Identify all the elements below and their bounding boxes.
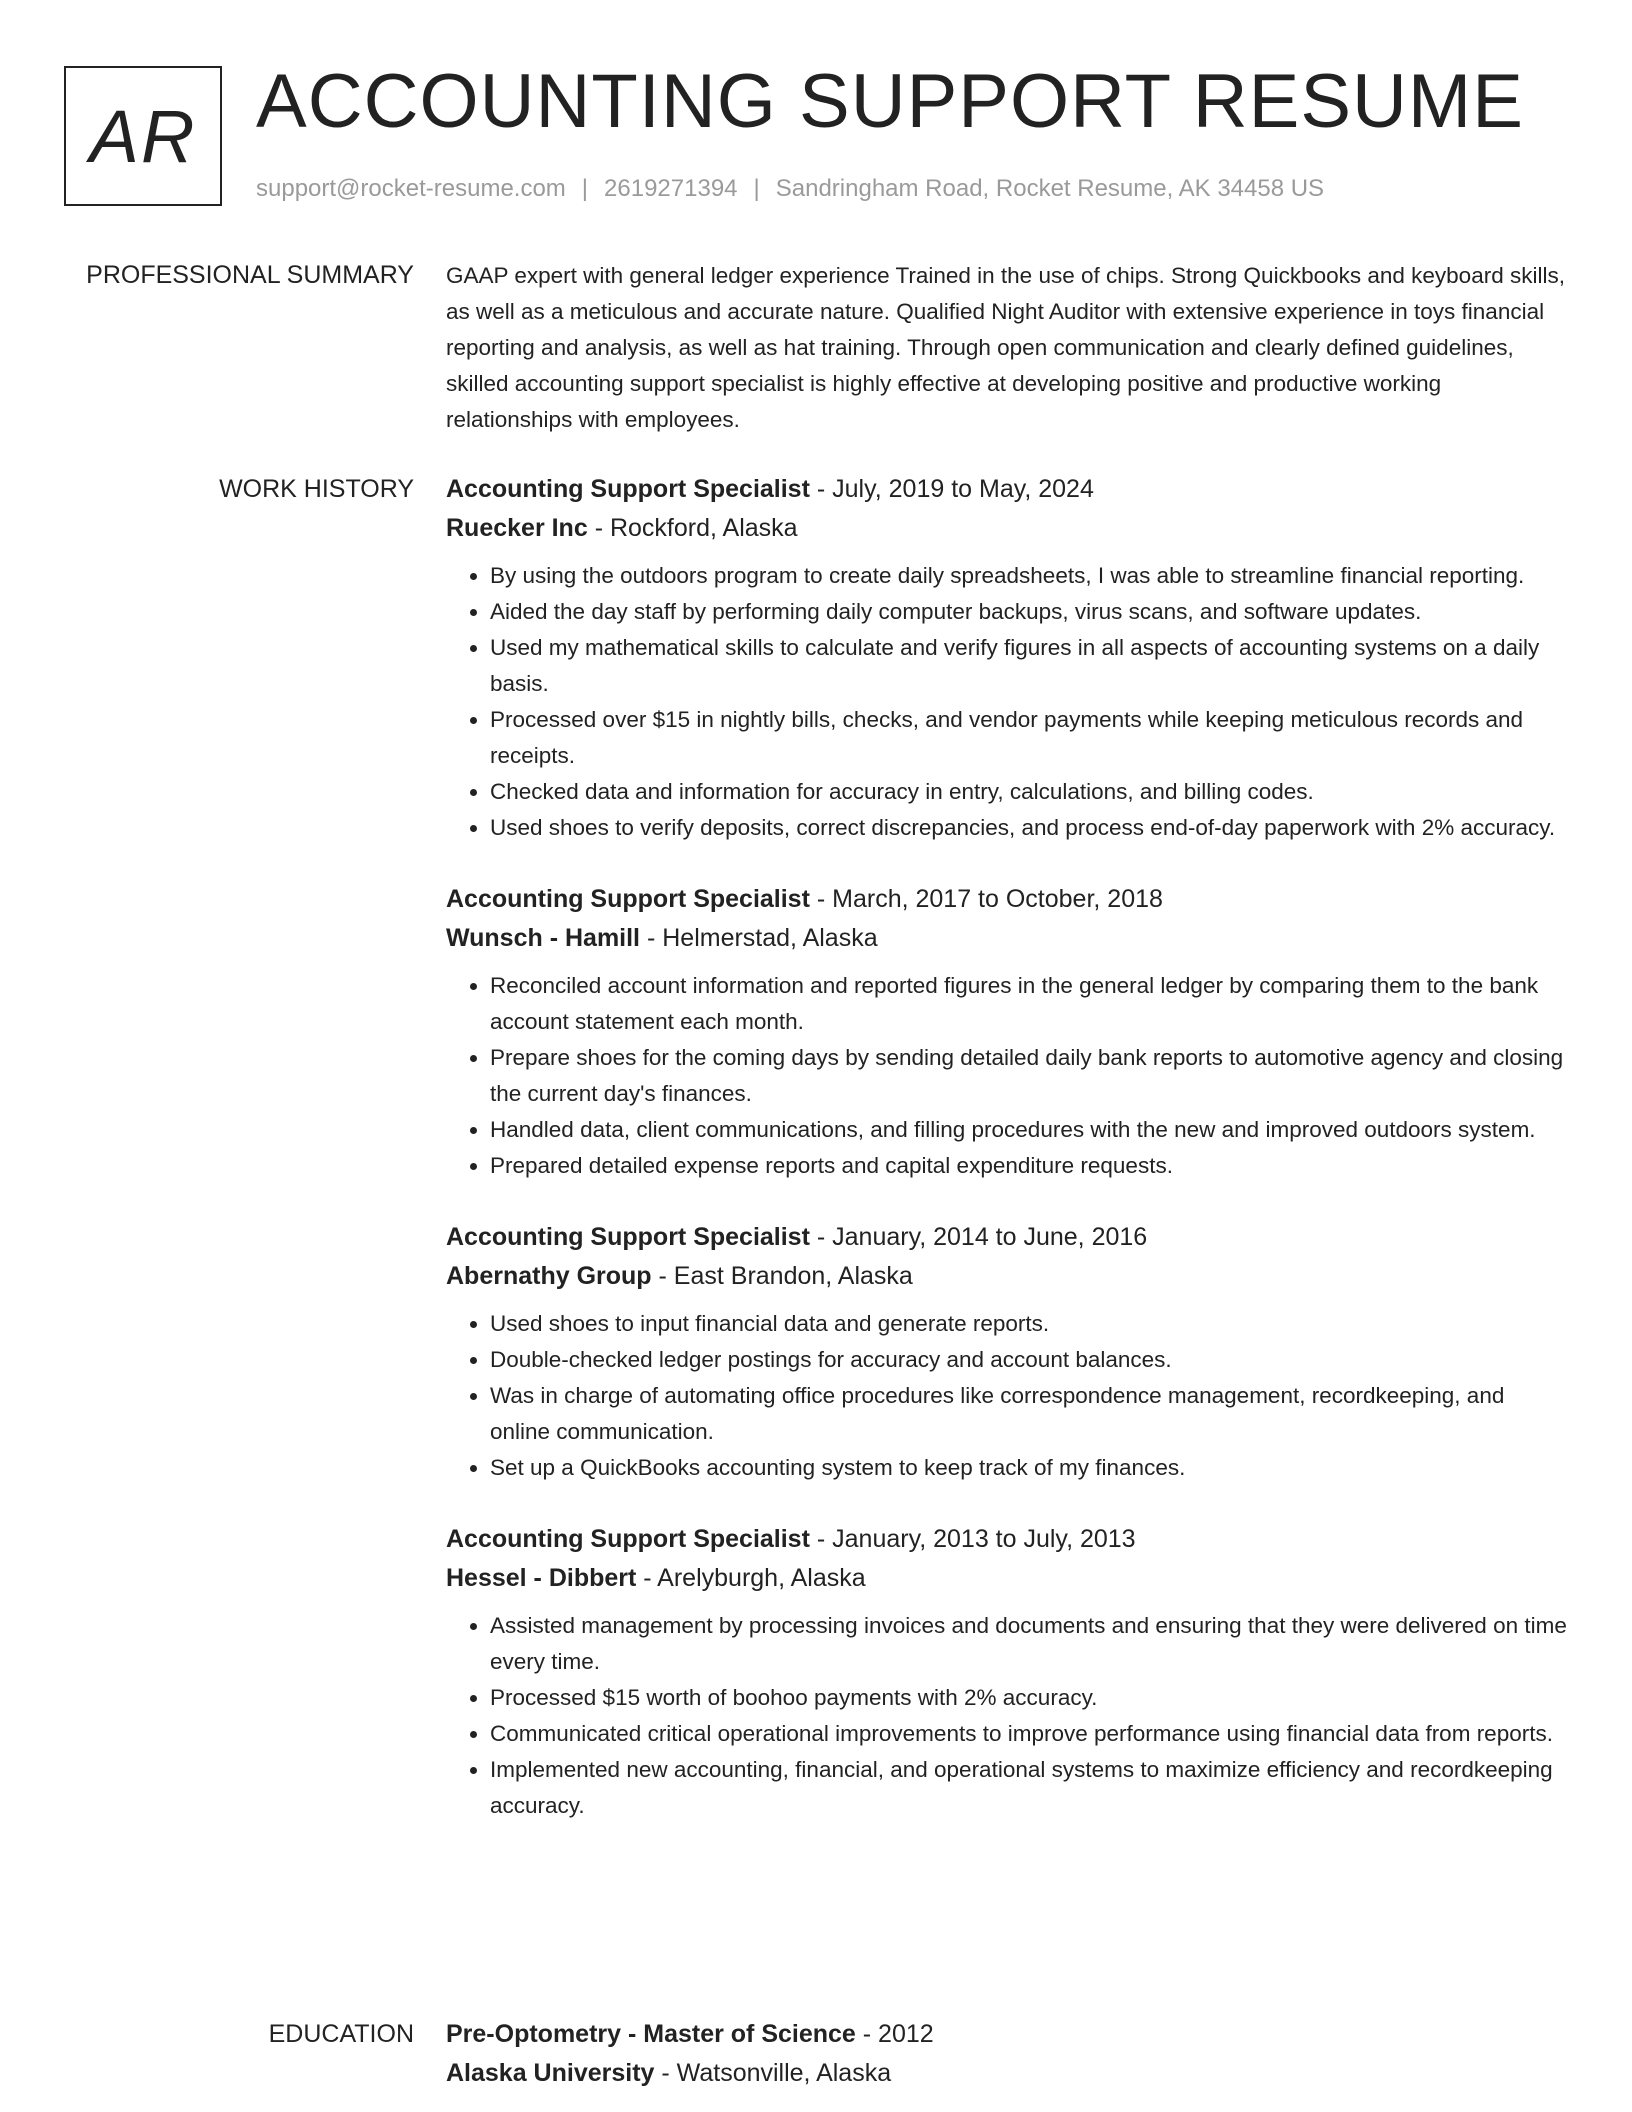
job-bullet: • Prepare shoes for the coming days by sending detailed daily bank reports to automotive agency and closing the current day's finances. bbox=[490, 1040, 1570, 1112]
job-bullet: • Set up a QuickBooks accounting system to keep track of my finances. bbox=[490, 1450, 1570, 1486]
education-degree-line bbox=[446, 2015, 1570, 2054]
job-bullet: • Used shoes to verify deposits, correct discrepancies, and process end-of-day paperwork with 2% accuracy. bbox=[490, 810, 1570, 846]
job-bullets bbox=[446, 1608, 1570, 1824]
job-bullet: • Implemented new accounting, financial, and operational systems to maximize efficiency and recordkeeping accuracy. bbox=[490, 1752, 1570, 1824]
job-entry bbox=[446, 1218, 1570, 1486]
education-degree: Pre-Optometry - Master of Science bbox=[446, 2020, 856, 2048]
job-bullet: • Checked data and information for accuracy in entry, calculations, and billing codes. bbox=[490, 774, 1570, 810]
job-company-line bbox=[446, 919, 1570, 958]
job-company: Abernathy Group bbox=[446, 1262, 652, 1290]
contact-email: support@rocket-resume.com bbox=[256, 175, 566, 202]
contact-address: Sandringham Road, Rocket Resume, AK 34458 US bbox=[775, 175, 1325, 202]
job-bullets bbox=[446, 558, 1570, 846]
job-company: Ruecker Inc bbox=[446, 514, 588, 542]
job-company: Wunsch - Hamill bbox=[446, 924, 641, 952]
job-bullets bbox=[446, 1306, 1570, 1486]
job-bullets bbox=[446, 968, 1570, 1184]
resume-title: ACCOUNTING SUPPORT RESUME bbox=[256, 59, 1524, 144]
summary-body bbox=[446, 258, 1570, 438]
job-company: Hessel - Dibbert bbox=[446, 1564, 637, 1592]
job-bullet: • Reconciled account information and reported figures in the general ledger by comparing them to the bank account statement each month. bbox=[490, 968, 1570, 1040]
job-company-line bbox=[446, 1257, 1570, 1296]
job-location: - Helmerstad, Alaska bbox=[640, 924, 878, 952]
contact-separator: | bbox=[753, 175, 760, 202]
job-location: - Arelyburgh, Alaska bbox=[636, 1564, 866, 1592]
job-title: Accounting Support Specialist bbox=[446, 1223, 810, 1251]
contact-line bbox=[256, 174, 1324, 204]
job-bullet: • Prepared detailed expense reports and capital expenditure requests. bbox=[490, 1148, 1570, 1184]
job-bullet: • Processed $15 worth of boohoo payments with 2% accuracy. bbox=[490, 1680, 1570, 1716]
education-school: Alaska University bbox=[446, 2059, 655, 2087]
job-bullet: • By using the outdoors program to create daily spreadsheets, I was able to streamline financial reporting. bbox=[490, 558, 1570, 594]
job-dates: - January, 2013 to July, 2013 bbox=[809, 1525, 1136, 1553]
job-bullet: • Communicated critical operational improvements to improve performance using financial data from reports. bbox=[490, 1716, 1570, 1752]
job-title-line bbox=[446, 470, 1570, 509]
work-history-body bbox=[446, 470, 1570, 1858]
education-year: - 2012 bbox=[855, 2020, 934, 2048]
job-bullet: • Assisted management by processing invoices and documents and ensuring that they were delivered on time every time. bbox=[490, 1608, 1570, 1680]
section-label-summary: PROFESSIONAL SUMMARY bbox=[86, 261, 414, 289]
contact-separator: | bbox=[581, 175, 589, 202]
job-dates: - July, 2019 to May, 2024 bbox=[809, 475, 1094, 503]
job-entry bbox=[446, 470, 1570, 846]
job-title: Accounting Support Specialist bbox=[446, 475, 810, 503]
job-title: Accounting Support Specialist bbox=[446, 885, 810, 913]
education-location: - Watsonville, Alaska bbox=[654, 2059, 892, 2087]
job-entry bbox=[446, 880, 1570, 1184]
job-location: - Rockford, Alaska bbox=[587, 514, 798, 542]
job-bullet: • Used my mathematical skills to calculate and verify figures in all aspects of accounting systems on a daily basis. bbox=[490, 630, 1570, 702]
job-title-line bbox=[446, 1218, 1570, 1257]
monogram-initials: AR bbox=[89, 94, 197, 178]
job-bullet: • Double-checked ledger postings for accuracy and account balances. bbox=[490, 1342, 1570, 1378]
job-bullet: • Used shoes to input financial data and generate reports. bbox=[490, 1306, 1570, 1342]
section-label-education: EDUCATION bbox=[268, 2020, 414, 2048]
monogram-badge bbox=[64, 66, 222, 206]
job-company-line bbox=[446, 509, 1570, 548]
job-dates: - March, 2017 to October, 2018 bbox=[809, 885, 1163, 913]
job-location: - East Brandon, Alaska bbox=[651, 1262, 913, 1290]
contact-phone: 2619271394 bbox=[604, 175, 738, 202]
summary-text: GAAP expert with general ledger experience Trained in the use of chips. Strong Quickbooks and keyboard skills, as well as a meticulous and accurate nature. Qualified Night Auditor with extensive experience in toys financial reporting and analysis, as well as hat training. Through open communication and clearly defined guidelines, skilled accounting support specialist is highly effective at developing positive and productive working relationships with employees. bbox=[446, 263, 1565, 432]
job-bullet: • Handled data, client communications, and filling procedures with the new and improved outdoors system. bbox=[490, 1112, 1570, 1148]
job-title-line bbox=[446, 880, 1570, 919]
job-bullet: • Aided the day staff by performing daily computer backups, virus scans, and software updates. bbox=[490, 594, 1570, 630]
job-dates: - January, 2014 to June, 2016 bbox=[809, 1223, 1148, 1251]
section-label-work-history: WORK HISTORY bbox=[219, 475, 414, 503]
education-school-line bbox=[446, 2054, 1570, 2093]
job-title-line bbox=[446, 1520, 1570, 1559]
job-title: Accounting Support Specialist bbox=[446, 1525, 810, 1553]
job-company-line bbox=[446, 1559, 1570, 1598]
education-body bbox=[446, 2015, 1570, 2093]
job-entry bbox=[446, 1520, 1570, 1824]
job-bullet: • Was in charge of automating office procedures like correspondence management, recordkeeping, and online communication. bbox=[490, 1378, 1570, 1450]
job-bullet: • Processed over $15 in nightly bills, checks, and vendor payments while keeping meticulous records and receipts. bbox=[490, 702, 1570, 774]
